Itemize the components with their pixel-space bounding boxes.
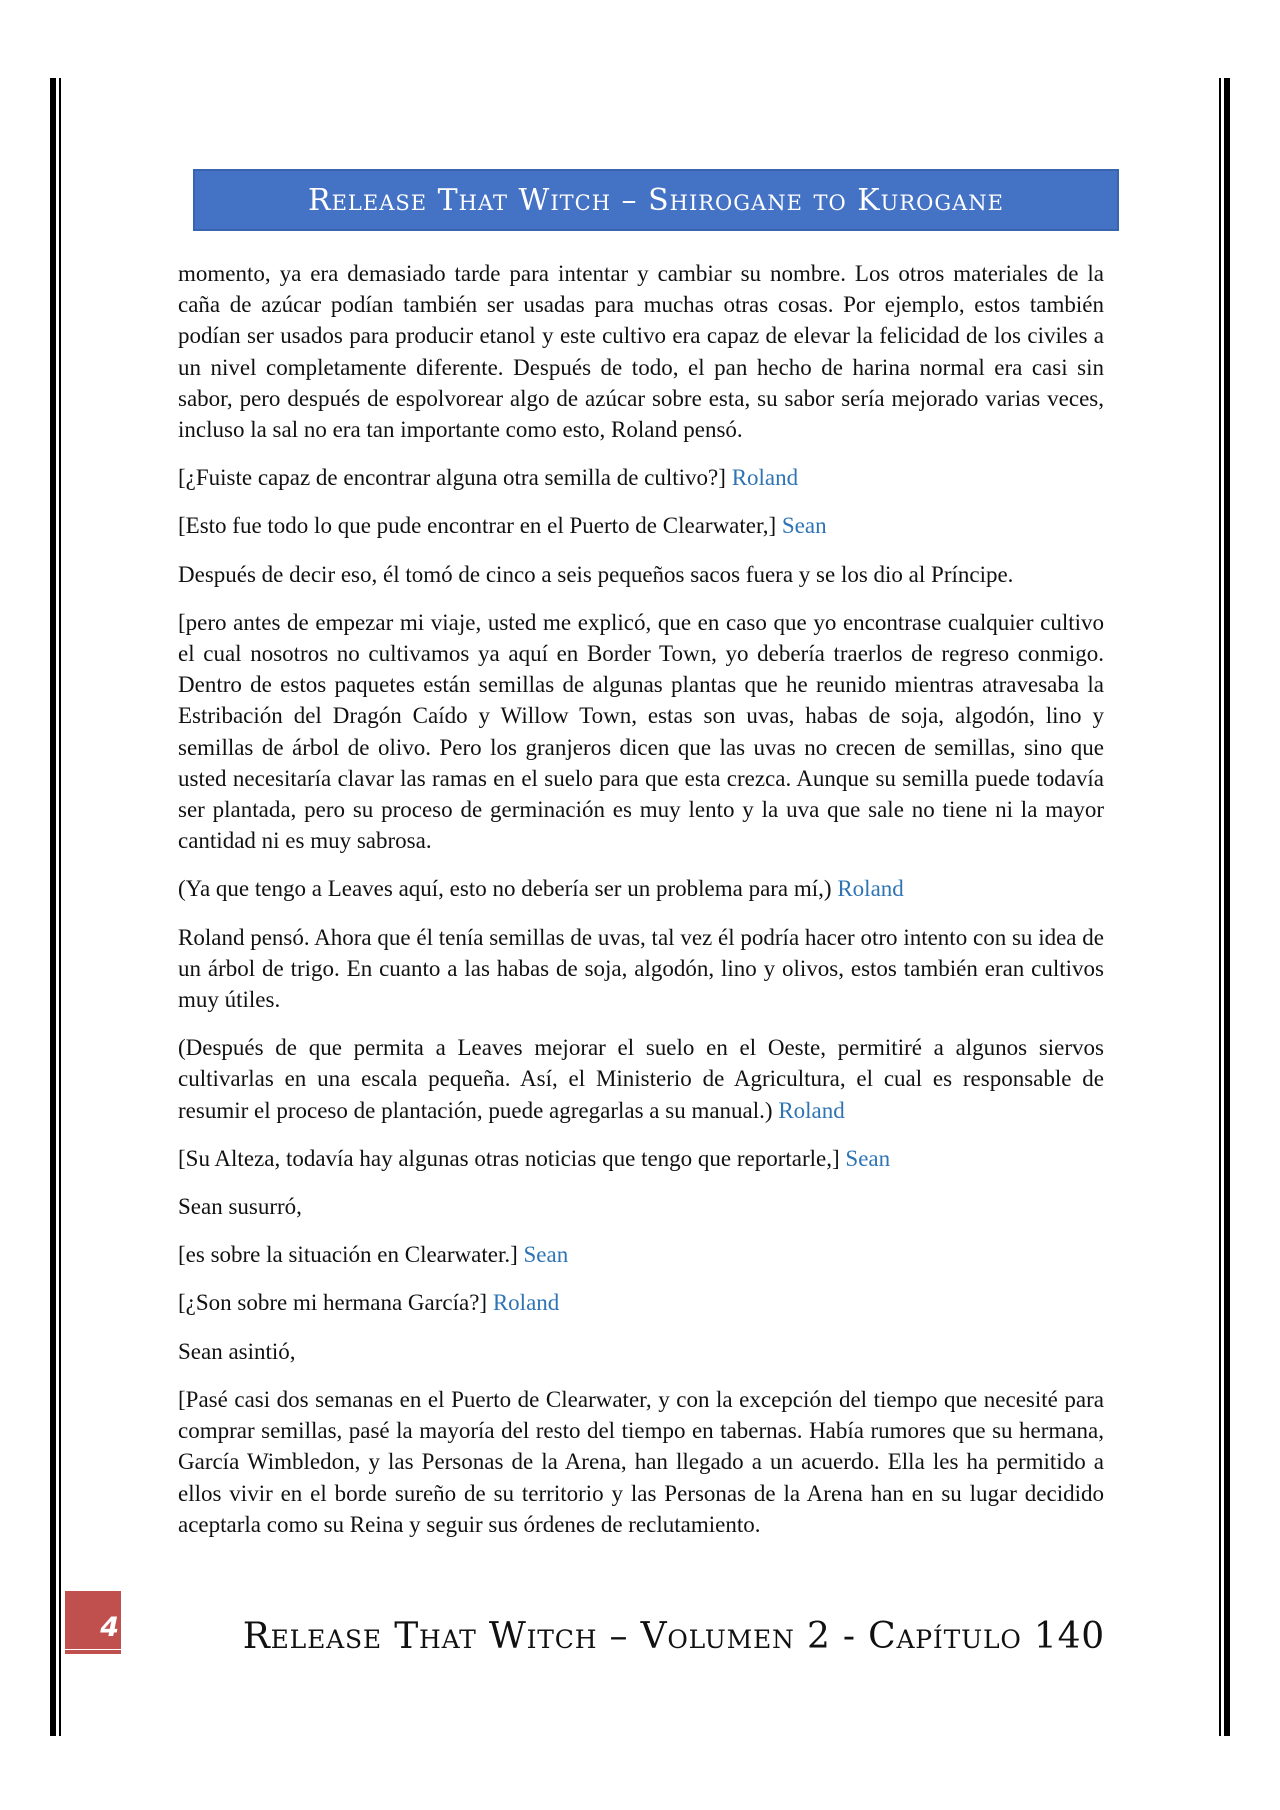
speaker-tag: Sean <box>845 1145 891 1171</box>
left-border-thick <box>50 78 56 1736</box>
footer-title: Release That Witch – Volumen 2 - Capítulo 140 <box>242 1616 1105 1657</box>
paragraph: Sean asintió, <box>178 1338 296 1364</box>
paragraph: Sean susurró, <box>178 1194 302 1220</box>
paragraph: [Su Alteza, todavía hay algunas otras noticias que tengo que reportarle,] Sean <box>178 1145 891 1171</box>
speaker-tag: Roland <box>778 1097 845 1123</box>
paragraph: [¿Son sobre mi hermana García?] Roland <box>178 1290 560 1316</box>
right-border-thick <box>1224 78 1230 1736</box>
paragraph: [¿Fuiste capaz de encontrar alguna otra semilla de cultivo?] Roland <box>178 465 799 491</box>
paragraph: [Pasé casi dos semanas en el Puerto de Clearwater, y con la excepción del tiempo que necesité para comprar semillas, pasé la mayoría del resto del tiempo en tabernas. Había rumores que su hermana, García Wimbledon, y las Personas de la Arena, han llegado a un acuerdo. Ella les ha permitido a ellos vivir en el borde sureño de su territorio y las Personas de la Arena han en su lugar decidido aceptarla como su Reina y seguir sus órdenes de reclutamiento. <box>178 1386 1104 1537</box>
paragraph: (Después de que permita a Leaves mejorar el suelo en el Oeste, permitiré a algunos siervos cultivarlas en una escala pequeña. Así, el Ministerio de Agricultura, el cual es responsable de resumir el proceso de plantación, puede agregarlas a su manual.) Roland <box>178 1035 1104 1123</box>
speaker-tag: Roland <box>731 465 799 491</box>
paragraph: [Esto fue todo lo que pude encontrar en el Puerto de Clearwater,] Sean <box>178 513 827 539</box>
speaker-tag: Roland <box>492 1290 560 1316</box>
page-number-underline <box>65 1650 121 1654</box>
header-title: Release That Witch – Shirogane to Kurogane <box>308 182 1004 218</box>
page-content <box>178 258 1104 1557</box>
paragraph: momento, ya era demasiado tarde para intentar y cambiar su nombre. Los otros materiales de la caña de azúcar podían también ser usadas para muchas otras cosas. Por ejemplo, estos también podían ser usados para producir etanol y este cultivo era capaz de elevar la felicidad de los civiles a un nivel completamente diferente. Después de todo, el pan hecho de harina normal era casi sin sabor, pero después de espolvorear algo de azúcar sobre esta, su sabor sería mejorado varias veces, incluso la sal no era tan importante como esto, Roland pensó. <box>178 261 1104 443</box>
paragraph: Roland pensó. Ahora que él tenía semillas de uvas, tal vez él podría hacer otro intento con su idea de un árbol de trigo. En cuanto a las habas de soja, algodón, lino y olivos, estos también eran cultivos muy útiles. <box>178 924 1104 1013</box>
paragraph: (Ya que tengo a Leaves aquí, esto no debería ser un problema para mí,) Roland <box>178 876 904 902</box>
header-banner <box>193 169 1119 231</box>
speaker-tag: Roland <box>837 876 904 902</box>
paragraph: Después de decir eso, él tomó de cinco a seis pequeños sacos fuera y se los dio al Príncipe. <box>178 561 1014 587</box>
paragraph: [pero antes de empezar mi viaje, usted me explicó, que en caso que yo encontrase cualquier cultivo el cual nosotros no cultivamos ya aquí en Border Town, yo debería traerlos de regreso conmigo. Dentro de estos paquetes están semillas de algunas plantas que he reunido mientras atravesaba la Estribación del Dragón Caído y Willow Town, estas son uvas, habas de soja, algodón, lino y semillas de árbol de olivo. Pero los granjeros dicen que las uvas no crecen de semillas, sino que usted necesitaría clavar las ramas en el suelo para que esta crezca. Aunque su semilla puede todavía ser plantada, pero su proceso de germinación es muy lento y la uva que sale no tiene ni la mayor cantidad ni es muy sabrosa. <box>178 609 1104 854</box>
speaker-tag: Sean <box>781 513 827 539</box>
left-border-thin <box>59 78 61 1736</box>
right-border-thin <box>1219 78 1221 1736</box>
paragraph: [es sobre la situación en Clearwater.] Sean <box>178 1242 569 1268</box>
speaker-tag: Sean <box>523 1242 569 1268</box>
page-number: 4 <box>100 1612 119 1643</box>
